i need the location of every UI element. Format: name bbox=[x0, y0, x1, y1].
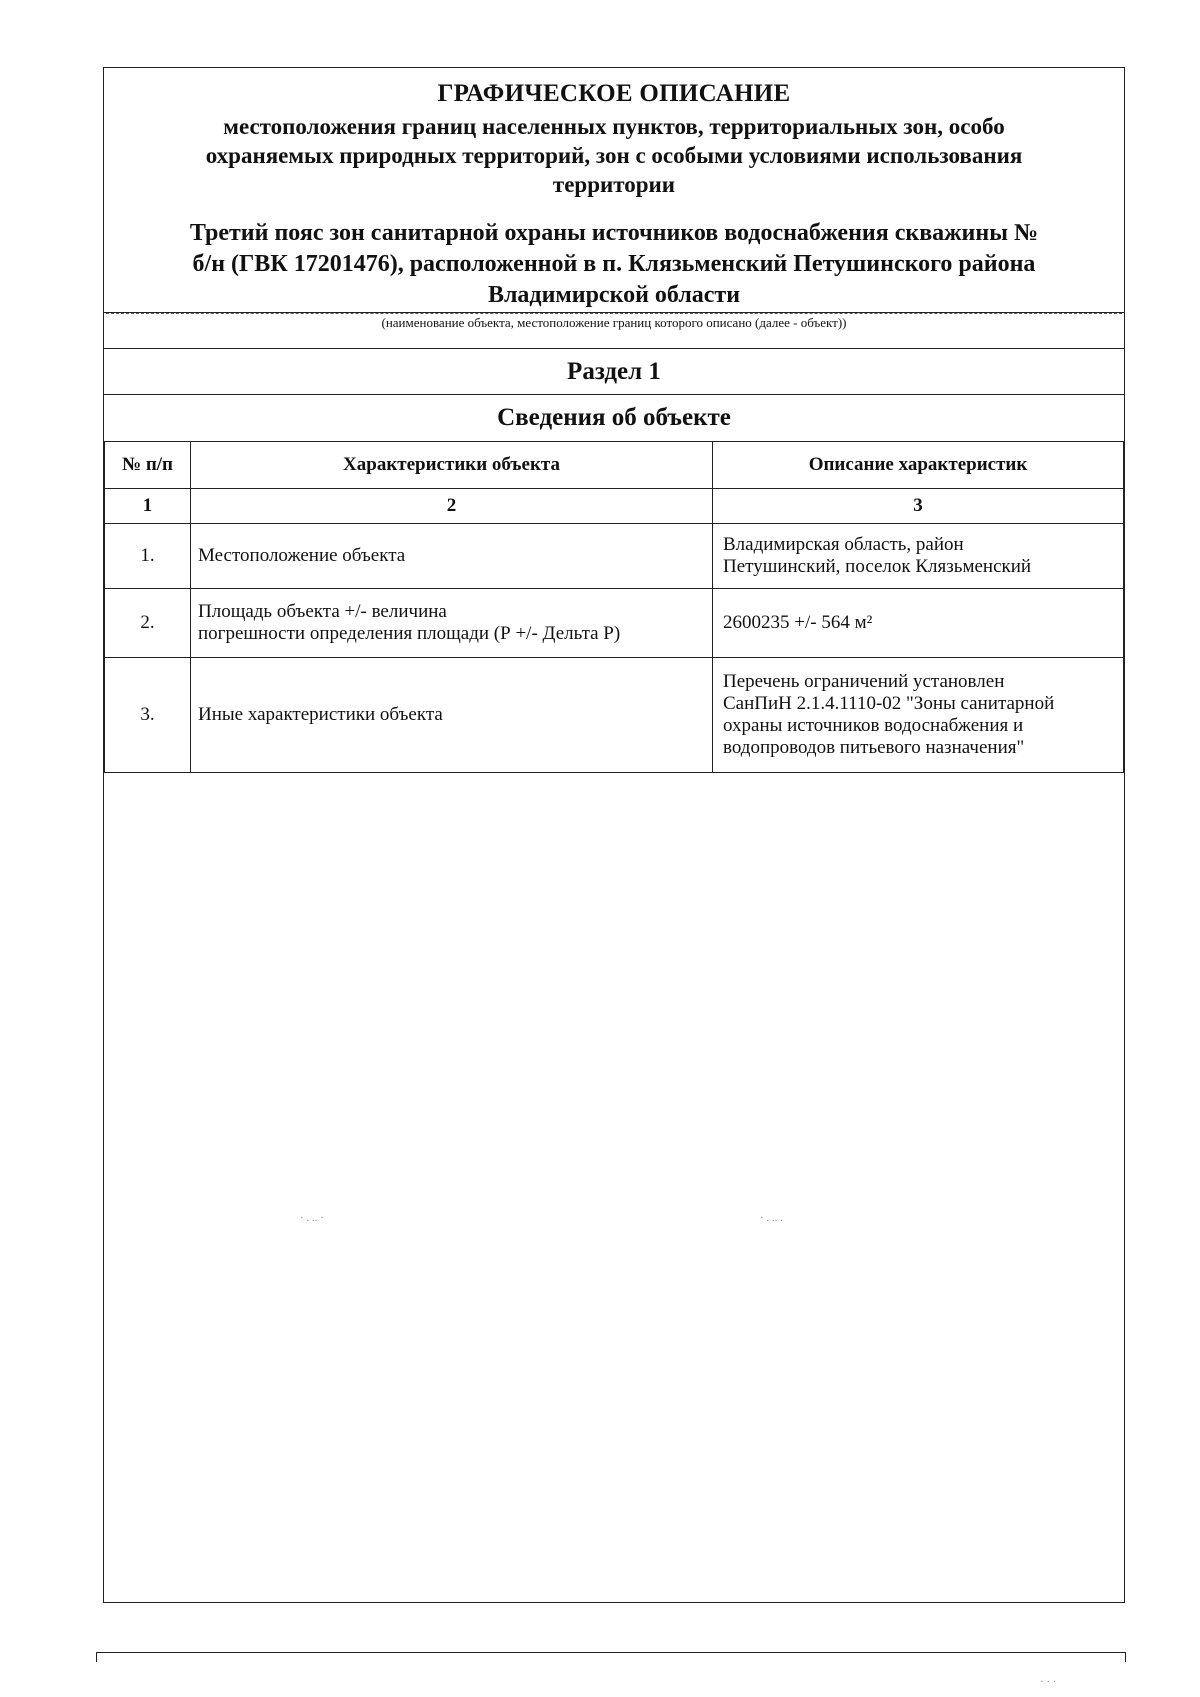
object-name-line: б/н (ГВК 17201476), расположенной в п. Клязьменский Петушинского района bbox=[192, 251, 1036, 277]
divider bbox=[104, 348, 1124, 349]
footer-rule bbox=[96, 1652, 1126, 1653]
description-line: СанПиН 2.1.4.1110-02 "Зоны санитарной bbox=[723, 693, 1055, 714]
column-header-characteristic: Характеристики объекта bbox=[191, 442, 713, 489]
dashed-divider bbox=[106, 313, 1122, 314]
subtitle-line: территории bbox=[552, 172, 676, 197]
scan-speck: · . .. . bbox=[760, 1212, 783, 1224]
object-name bbox=[104, 218, 1124, 311]
row-characteristic bbox=[191, 658, 713, 773]
row-description bbox=[713, 658, 1124, 773]
row-number: 1. bbox=[105, 524, 191, 589]
characteristic-line: Местоположение объекта bbox=[198, 545, 406, 566]
footer-rule-edge bbox=[1125, 1652, 1126, 1662]
column-header-description: Описание характеристик bbox=[713, 442, 1124, 489]
footer-rule-edge bbox=[96, 1652, 97, 1662]
section-title: Сведения об объекте bbox=[497, 404, 731, 431]
object-name-line: Третий пояс зон санитарной охраны источников водоснабжения скважины № bbox=[189, 220, 1039, 246]
column-header-number: № п/п bbox=[105, 442, 191, 489]
table-header-row bbox=[105, 442, 1124, 489]
row-number: 2. bbox=[105, 589, 191, 658]
table-row bbox=[105, 658, 1124, 773]
characteristic-line: Площадь объекта +/- величина bbox=[198, 601, 447, 622]
description-line: 2600235 +/- 564 м² bbox=[723, 612, 873, 633]
column-number: 1 bbox=[105, 489, 191, 524]
characteristic-line: Иные характеристики объекта bbox=[198, 704, 443, 725]
document-frame bbox=[103, 67, 1125, 1603]
row-characteristic bbox=[191, 524, 713, 589]
object-name-line: Владимирской области bbox=[487, 282, 741, 308]
section-label: Раздел 1 bbox=[567, 358, 661, 385]
characteristic-line: погрешности определения площади (Р +/- Дельта Р) bbox=[198, 623, 621, 644]
row-characteristic bbox=[191, 589, 713, 658]
column-number: 3 bbox=[713, 489, 1124, 524]
column-number-row bbox=[105, 489, 1124, 524]
scan-speck: · · · bbox=[1040, 1676, 1057, 1688]
description-line: охраны источников водоснабжения и bbox=[723, 715, 1024, 736]
row-description bbox=[713, 524, 1124, 589]
object-caption: (наименование объекта, местоположение границ которого описано (далее - объект)) bbox=[381, 315, 847, 330]
document-subtitle bbox=[104, 112, 1124, 199]
document-title: ГРАФИЧЕСКОЕ ОПИСАНИЕ bbox=[437, 80, 791, 107]
table-row bbox=[105, 524, 1124, 589]
row-description bbox=[713, 589, 1124, 658]
row-number: 3. bbox=[105, 658, 191, 773]
description-line: Владимирская область, район bbox=[723, 534, 964, 555]
object-info-table bbox=[104, 441, 1124, 773]
scan-speck: · . .. · bbox=[300, 1212, 324, 1224]
subtitle-line: охраняемых природных территорий, зон с особыми условиями использования bbox=[205, 143, 1023, 168]
column-number: 2 bbox=[191, 489, 713, 524]
table-row bbox=[105, 589, 1124, 658]
description-line: Перечень ограничений установлен bbox=[723, 671, 1005, 692]
description-line: Петушинский, поселок Клязьменский bbox=[723, 556, 1032, 577]
subtitle-line: местоположения границ населенных пунктов, территориальных зон, особо bbox=[223, 114, 1005, 139]
divider bbox=[104, 394, 1124, 395]
description-line: водопроводов питьевого назначения" bbox=[723, 737, 1025, 758]
